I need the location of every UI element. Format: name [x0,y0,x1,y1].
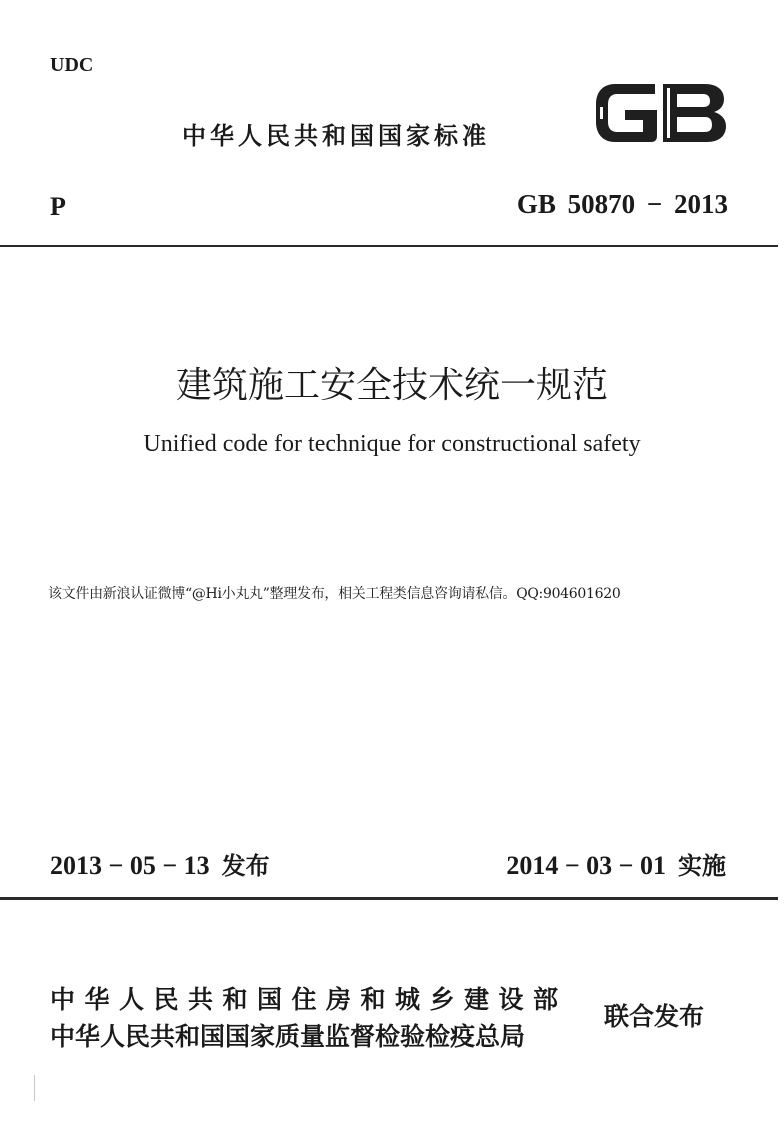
distribution-notice: 该文件由新浪认证微博“@Hi小丸丸”整理发布，相关工程类信息咨询请私信。QQ:904601620 [48,586,621,602]
udc-label: UDC [50,54,94,76]
title-chinese: 建筑施工安全技术统一规范 [175,365,608,406]
issue-label: 发布 [221,852,270,880]
issue-date-line [50,846,270,881]
title-english: Unified code for technique for constructional safety [143,431,641,457]
bottom-divider [0,897,778,900]
top-divider [0,245,778,247]
issue-date: 2013 − 05 − 13 [50,851,210,880]
implement-label: 实施 [678,852,726,880]
gb-logo [593,80,729,146]
issuer-aqsiq: 中华人民共和国国家质量监督检验检疫总局 [50,1022,526,1051]
jointly-issued-label: 联合发布 [604,1002,705,1031]
implement-date-line [506,846,726,881]
issuer-ministry: 中华人民共和国住房和城乡建设部 [50,985,568,1014]
scan-artifact [34,1075,35,1101]
implement-date: 2014 − 03 − 01 [506,851,666,880]
national-standard-heading: 中华人民共和国国家标准 [182,122,490,150]
standard-number: GB 50870 − 2013 [516,189,728,219]
category-code: P [50,192,66,221]
